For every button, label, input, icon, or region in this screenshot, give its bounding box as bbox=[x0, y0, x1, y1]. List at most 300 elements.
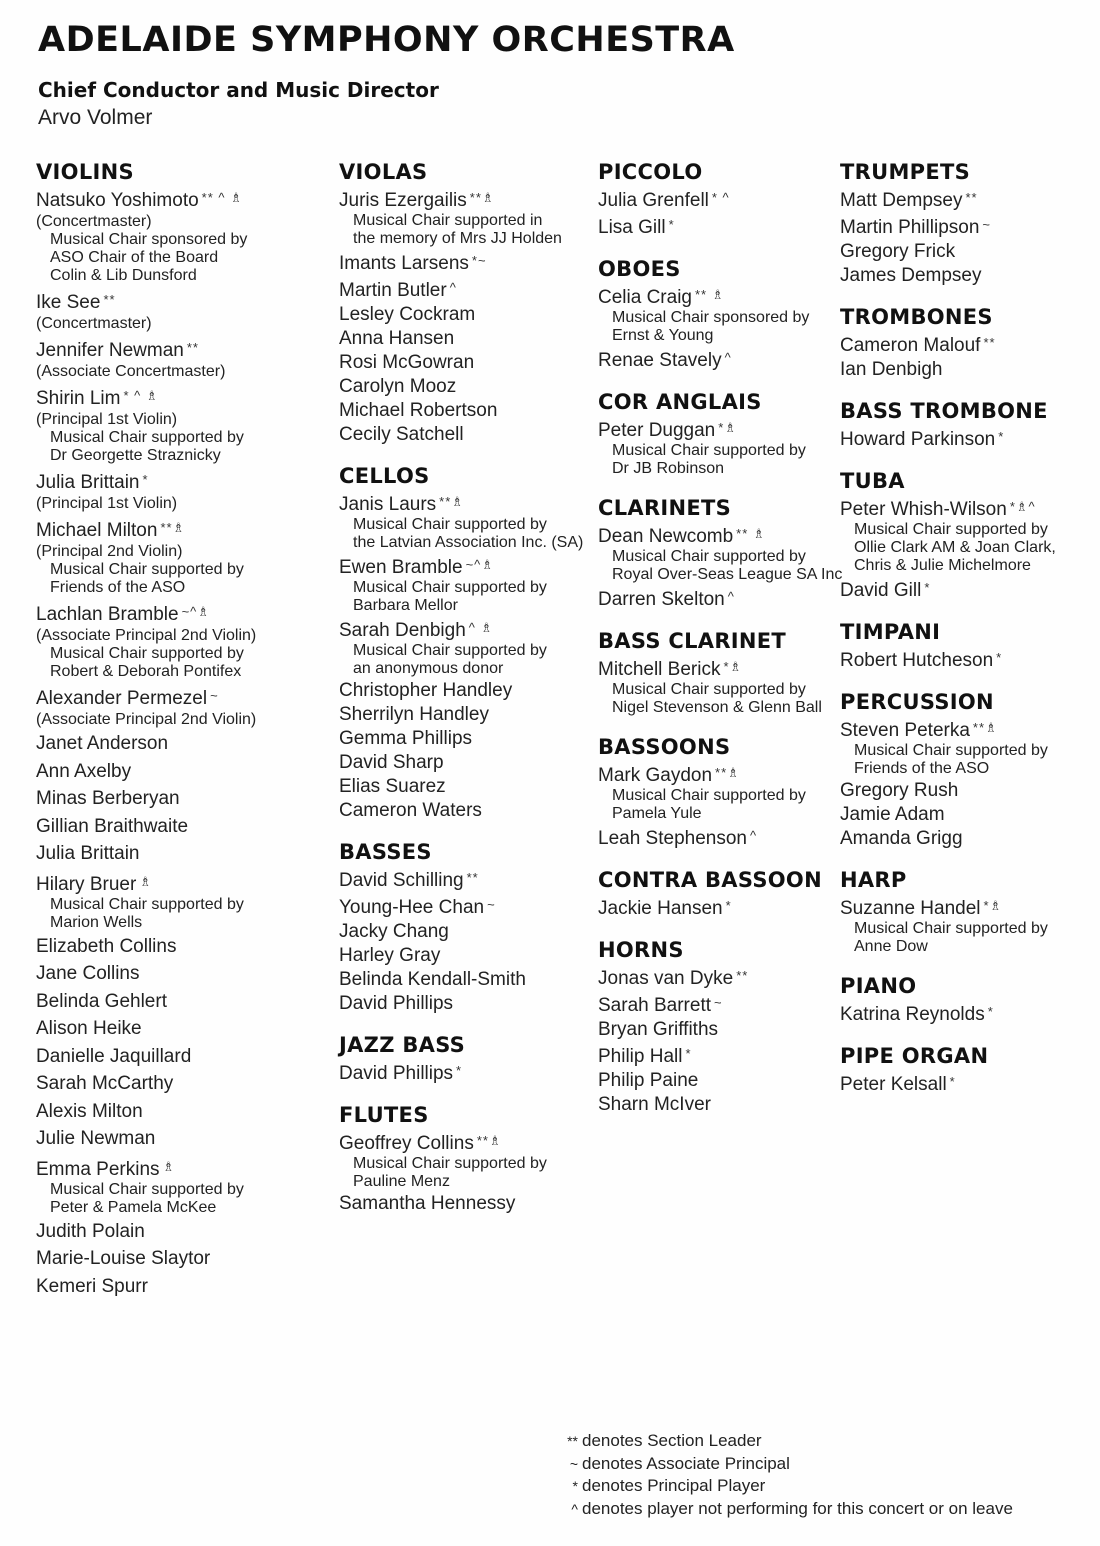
musician-name-line bbox=[339, 186, 589, 212]
legend-text: denotes player not performing for this concert or on leave bbox=[582, 1498, 1013, 1518]
musician-name-line bbox=[339, 703, 589, 726]
musician-entry bbox=[598, 1018, 838, 1041]
section-jazz-bass bbox=[339, 1033, 589, 1085]
chair-support-line: Musical Chair sponsored by bbox=[612, 309, 810, 326]
chair-support-line: Musical Chair supported by bbox=[612, 442, 806, 459]
section-heading: TUBA bbox=[840, 469, 905, 493]
musician-name: Jacky Chang bbox=[339, 921, 449, 942]
musician-entry bbox=[339, 327, 589, 350]
musician-name: Carolyn Mooz bbox=[339, 376, 457, 397]
position-marks: *♗ bbox=[723, 659, 743, 674]
musician-name-line bbox=[339, 944, 589, 967]
musician-name: Samantha Hennessy bbox=[339, 1193, 516, 1214]
musician-entry bbox=[339, 992, 589, 1015]
section-violins bbox=[36, 160, 326, 1298]
chair-support-line: Musical Chair supported by bbox=[353, 642, 547, 659]
section-violas bbox=[339, 160, 589, 446]
chair-support-line: Pamela Yule bbox=[612, 805, 702, 822]
musician-name: Jonas van Dyke bbox=[598, 968, 734, 989]
musician-name-line bbox=[598, 346, 838, 372]
musician-name-line bbox=[840, 213, 1090, 239]
musician-name: Anna Hansen bbox=[339, 328, 455, 349]
musician-name-line bbox=[339, 1129, 589, 1155]
musician-entry bbox=[36, 1275, 326, 1298]
musician-entry bbox=[840, 716, 1090, 778]
musician-name: Peter Duggan bbox=[598, 420, 716, 441]
musician-name: Sharn McIver bbox=[598, 1094, 711, 1115]
musician-name-line bbox=[36, 732, 326, 755]
musician-name: David Phillips bbox=[339, 993, 454, 1014]
chair-support-line: Colin & Lib Dunsford bbox=[50, 267, 197, 284]
musician-entry bbox=[598, 416, 838, 478]
musician-name-line bbox=[840, 827, 1090, 850]
chair-support-line: ASO Chair of the Board bbox=[50, 249, 219, 266]
section-bassoons bbox=[598, 735, 838, 850]
position-marks: * ^ ♗ bbox=[123, 388, 159, 403]
musician-name: Matt Dempsey bbox=[840, 190, 963, 211]
musician-role: (Associate Principal 2nd Violin) bbox=[36, 627, 257, 644]
position-marks: * bbox=[668, 217, 675, 232]
musician-name: Danielle Jaquillard bbox=[36, 1045, 192, 1067]
legend-symbol: * bbox=[572, 1478, 578, 1494]
musician-entry bbox=[339, 616, 589, 678]
legend-symbol: ~ bbox=[569, 1455, 578, 1472]
musician-name: Minas Berberyan bbox=[36, 788, 180, 809]
musician-name: Shirin Lim bbox=[36, 388, 121, 409]
musician-name-line bbox=[36, 288, 326, 314]
position-marks: ** ♗ bbox=[736, 526, 766, 541]
musician-name: Marie-Louise Slaytor bbox=[36, 1248, 211, 1269]
musician-name: Peter Kelsall bbox=[840, 1074, 947, 1095]
musician-name: Gillian Braithwaite bbox=[36, 815, 189, 837]
musician-name: Julia Brittain bbox=[36, 472, 140, 493]
musician-name: Martin Butler bbox=[339, 280, 447, 301]
position-marks: ~ bbox=[210, 688, 219, 703]
position-marks: ^ bbox=[749, 828, 758, 843]
musician-name-line bbox=[339, 553, 589, 579]
musician-entry bbox=[36, 1100, 326, 1123]
chair-support-line: Musical Chair supported in bbox=[353, 212, 543, 229]
musician-name: Janis Laurs bbox=[339, 494, 437, 515]
musician-name-line bbox=[339, 616, 589, 642]
musician-name: Gregory Frick bbox=[840, 241, 956, 262]
musician-entry bbox=[36, 760, 326, 783]
position-marks: ** bbox=[965, 190, 978, 205]
section-heading: COR ANGLAIS bbox=[598, 390, 762, 414]
musician-entry bbox=[598, 824, 838, 850]
musician-name-line bbox=[36, 870, 326, 896]
musician-name: Alison Heike bbox=[36, 1018, 142, 1039]
musician-name-line bbox=[840, 425, 1090, 451]
musician-name: Katrina Reynolds bbox=[840, 1004, 985, 1025]
musician-name: Philip Hall bbox=[598, 1046, 683, 1067]
musician-entry bbox=[339, 1129, 589, 1191]
musician-entry bbox=[339, 276, 589, 302]
section-heading: PICCOLO bbox=[598, 160, 703, 184]
musician-entry bbox=[840, 240, 1090, 263]
section-cellos bbox=[339, 464, 589, 822]
musician-name: Emma Perkins bbox=[36, 1158, 160, 1180]
musician-entry bbox=[339, 303, 589, 326]
musician-name-line bbox=[339, 375, 589, 398]
section-heading: JAZZ BASS bbox=[339, 1033, 466, 1057]
chair-support-line: Musical Chair supported by bbox=[612, 548, 806, 565]
section-heading: PIPE ORGAN bbox=[840, 1044, 989, 1068]
musician-entry bbox=[36, 870, 326, 932]
musician-name-line bbox=[339, 968, 589, 991]
section-heading: CONTRA BASSOON bbox=[598, 868, 822, 892]
musician-entry bbox=[339, 775, 589, 798]
musician-name: Janet Anderson bbox=[36, 733, 169, 754]
musician-name-line bbox=[339, 249, 589, 275]
musician-name-line bbox=[36, 1220, 326, 1243]
musician-name: Leah Stephenson bbox=[598, 828, 747, 849]
musician-name-line bbox=[36, 1017, 326, 1040]
section-piccolo bbox=[598, 160, 838, 239]
musician-name: Michael Robertson bbox=[339, 400, 498, 421]
position-marks: * bbox=[725, 898, 732, 913]
roster-column-2 bbox=[339, 160, 589, 1233]
musician-name-line bbox=[840, 331, 1090, 357]
position-marks: ~^♗ bbox=[181, 604, 210, 619]
musician-name: Peter Whish-Wilson bbox=[840, 499, 1007, 520]
musician-role: (Concertmaster) bbox=[36, 315, 152, 332]
position-marks: **♗ bbox=[476, 1133, 502, 1148]
musician-role: (Associate Principal 2nd Violin) bbox=[36, 711, 257, 728]
musician-name: Belinda Kendall-Smith bbox=[339, 969, 526, 990]
chair-support-line: Musical Chair supported by bbox=[353, 1155, 547, 1172]
musician-name-line bbox=[339, 327, 589, 350]
chair-support-line: Friends of the ASO bbox=[854, 760, 990, 777]
chair-support-line: Musical Chair supported by bbox=[854, 521, 1048, 538]
musician-name-line bbox=[339, 303, 589, 326]
musician-entry bbox=[339, 351, 589, 374]
musician-name-line bbox=[36, 1247, 326, 1270]
musician-entry bbox=[36, 935, 326, 958]
musician-name-line bbox=[339, 351, 589, 374]
musician-entry bbox=[598, 585, 838, 611]
musician-entry bbox=[598, 522, 843, 584]
legend-row bbox=[560, 1430, 1013, 1453]
musician-entry bbox=[840, 495, 1090, 575]
musician-entry bbox=[840, 1000, 1090, 1026]
position-marks: *~ bbox=[471, 253, 487, 268]
position-marks: * bbox=[685, 1046, 692, 1061]
musician-entry bbox=[339, 490, 589, 552]
position-marks: *♗ bbox=[718, 420, 737, 435]
musician-name: Jamie Adam bbox=[840, 804, 945, 825]
musician-name-line bbox=[36, 1072, 326, 1095]
musician-name: Juris Ezergailis bbox=[339, 190, 467, 211]
position-marks: ~ bbox=[487, 897, 496, 912]
musician-name-line bbox=[36, 516, 326, 542]
legend-text: denotes Section Leader bbox=[582, 1431, 762, 1450]
section-heading: VIOLINS bbox=[36, 160, 134, 184]
musician-name-line bbox=[339, 775, 589, 798]
musician-entry bbox=[339, 920, 589, 943]
roster-column-4 bbox=[840, 160, 1090, 1114]
section-basses bbox=[339, 840, 589, 1015]
section-contra-bassoon bbox=[598, 868, 838, 920]
musician-entry bbox=[36, 336, 326, 381]
musician-name-line bbox=[36, 787, 326, 810]
chair-support-line: Musical Chair supported by bbox=[50, 561, 244, 578]
musician-entry bbox=[339, 186, 589, 248]
position-marks: ** bbox=[103, 292, 116, 307]
musician-name-line bbox=[339, 920, 589, 943]
musician-name-line bbox=[598, 1018, 838, 1041]
musician-name-line bbox=[840, 264, 1090, 287]
musician-name: Mark Gaydon bbox=[598, 765, 713, 786]
position-marks: * bbox=[142, 472, 149, 487]
chair-support-line: Chris & Julie Michelmore bbox=[854, 557, 1031, 574]
musician-role: (Associate Concertmaster) bbox=[36, 363, 226, 380]
musician-entry bbox=[36, 288, 326, 333]
musician-name-line bbox=[598, 213, 838, 239]
roster-column-3 bbox=[598, 160, 843, 1134]
section-clarinets bbox=[598, 496, 843, 611]
position-marks: ♗ bbox=[139, 873, 152, 889]
musician-name-line bbox=[36, 1127, 326, 1150]
musician-name-line bbox=[339, 1192, 589, 1215]
musician-name: Gregory Rush bbox=[840, 780, 959, 801]
position-marks: **♗ bbox=[439, 494, 464, 509]
musician-name: Ewen Bramble bbox=[339, 557, 463, 578]
musician-name-line bbox=[36, 468, 326, 494]
legend-symbol: ** bbox=[567, 1433, 578, 1449]
musician-entry bbox=[339, 553, 589, 615]
musician-name-line bbox=[598, 991, 838, 1017]
musician-name: Martin Phillipson bbox=[840, 217, 980, 238]
musician-name: Howard Parkinson bbox=[840, 429, 996, 450]
musician-entry bbox=[598, 186, 838, 212]
musician-name-line bbox=[840, 894, 1090, 920]
musician-name-line bbox=[36, 990, 326, 1013]
musician-name-line bbox=[840, 186, 1090, 212]
musician-name: Suzanne Handel bbox=[840, 898, 981, 919]
musician-entry bbox=[339, 679, 589, 702]
musician-name: Cecily Satchell bbox=[339, 424, 464, 445]
position-marks: * bbox=[998, 429, 1005, 444]
musician-name-line bbox=[339, 399, 589, 422]
musician-entry bbox=[840, 646, 1090, 672]
musician-name-line bbox=[36, 1275, 326, 1298]
musician-entry bbox=[339, 399, 589, 422]
musician-name: Cameron Waters bbox=[339, 800, 482, 821]
musician-entry bbox=[36, 600, 326, 681]
position-marks: ^ ♗ bbox=[468, 620, 494, 635]
musician-entry bbox=[36, 1220, 326, 1243]
chair-support-line: Ernst & Young bbox=[612, 327, 714, 344]
musician-entry bbox=[598, 283, 838, 345]
musician-entry bbox=[840, 779, 1090, 802]
musician-name-line bbox=[339, 799, 589, 822]
musician-name-line bbox=[339, 490, 589, 516]
musician-name: Lisa Gill bbox=[598, 217, 666, 238]
musician-name-line bbox=[840, 779, 1090, 802]
musician-entry bbox=[339, 968, 589, 991]
musician-entry bbox=[339, 375, 589, 398]
musician-name: Mitchell Berick bbox=[598, 659, 721, 680]
chair-support-line: Musical Chair supported by bbox=[50, 645, 244, 662]
section-heading: CLARINETS bbox=[598, 496, 732, 520]
position-marks: ** bbox=[983, 335, 996, 350]
musician-name-line bbox=[339, 866, 589, 892]
musician-name: Rosi McGowran bbox=[339, 352, 475, 373]
musician-name: Amanda Grigg bbox=[840, 828, 963, 849]
musician-entry bbox=[36, 1247, 326, 1270]
section-percussion bbox=[840, 690, 1090, 850]
chair-support-line: Musical Chair supported by bbox=[854, 920, 1048, 937]
musician-name-line bbox=[339, 679, 589, 702]
musician-entry bbox=[36, 815, 326, 838]
musician-name-line bbox=[339, 423, 589, 446]
musician-name: Sarah Barrett bbox=[598, 995, 711, 1016]
musician-name: Dean Newcomb bbox=[598, 526, 734, 547]
musician-entry bbox=[339, 944, 589, 967]
musician-entry bbox=[339, 1059, 589, 1085]
musician-entry bbox=[598, 213, 838, 239]
position-marks: **♗ bbox=[469, 190, 495, 205]
roster-column-1 bbox=[36, 160, 326, 1302]
section-oboes bbox=[598, 257, 838, 372]
section-heading: CELLOS bbox=[339, 464, 430, 488]
section-heading: HARP bbox=[840, 868, 907, 892]
section-piano bbox=[840, 974, 1090, 1026]
musician-name: David Sharp bbox=[339, 752, 444, 773]
musician-name: Ian Denbigh bbox=[840, 359, 943, 380]
musician-entry bbox=[339, 751, 589, 774]
musician-name-line bbox=[598, 1042, 838, 1068]
musician-name: Renae Stavely bbox=[598, 350, 722, 371]
section-bass-trombone bbox=[840, 399, 1090, 451]
musician-entry bbox=[598, 761, 838, 823]
chair-support-line: Ollie Clark AM & Joan Clark, bbox=[854, 539, 1056, 556]
position-marks: ♗ bbox=[162, 1158, 176, 1174]
musician-entry bbox=[36, 684, 326, 729]
musician-name-line bbox=[840, 1070, 1090, 1096]
position-marks: **♗ bbox=[715, 765, 740, 780]
musician-entry bbox=[36, 1072, 326, 1095]
section-heading: BASSES bbox=[339, 840, 432, 864]
chair-support-line: Musical Chair supported by bbox=[612, 681, 806, 698]
musician-name: Lachlan Bramble bbox=[36, 604, 179, 625]
chair-support-line: Nigel Stevenson & Glenn Ball bbox=[612, 699, 822, 716]
section-cor-anglais bbox=[598, 390, 838, 478]
position-marks: ^ bbox=[449, 280, 457, 295]
section-flutes bbox=[339, 1103, 589, 1215]
musician-entry bbox=[36, 1045, 326, 1068]
section-trumpets bbox=[840, 160, 1090, 287]
section-heading: BASS TROMBONE bbox=[840, 399, 1048, 423]
musician-name-line bbox=[840, 495, 1090, 521]
musician-name-line bbox=[598, 1093, 838, 1116]
section-heading: TIMPANI bbox=[840, 620, 941, 644]
musician-entry bbox=[339, 799, 589, 822]
musician-name: Julie Newman bbox=[36, 1128, 156, 1149]
musician-entry bbox=[598, 894, 838, 920]
musician-name: Jennifer Newman bbox=[36, 340, 184, 361]
musician-name-line bbox=[598, 964, 838, 990]
position-marks: *♗^ bbox=[1009, 499, 1036, 514]
musician-name-line bbox=[36, 1155, 326, 1181]
chair-support-line: Peter & Pamela McKee bbox=[50, 1198, 217, 1216]
musician-name: Alexander Permezel bbox=[36, 688, 208, 709]
chair-support-line: an anonymous donor bbox=[353, 660, 504, 677]
chair-support-line: the memory of Mrs JJ Holden bbox=[353, 230, 562, 247]
section-heading: HORNS bbox=[598, 938, 684, 962]
musician-name: Jackie Hansen bbox=[598, 898, 723, 919]
section-heading: BASS CLARINET bbox=[598, 629, 787, 653]
musician-entry bbox=[840, 827, 1090, 850]
musician-entry bbox=[840, 425, 1090, 451]
musician-entry bbox=[36, 468, 326, 513]
musician-entry bbox=[840, 213, 1090, 239]
musician-name-line bbox=[598, 894, 838, 920]
section-heading: BASSOONS bbox=[598, 735, 731, 759]
musician-entry bbox=[339, 703, 589, 726]
chair-support-line: Marion Wells bbox=[50, 913, 143, 931]
chair-support-line: Musical Chair supported by bbox=[854, 742, 1048, 759]
musician-entry bbox=[598, 1093, 838, 1116]
chair-support-line: the Latvian Association Inc. (SA) bbox=[353, 534, 584, 551]
musician-name: Hilary Bruer bbox=[36, 873, 137, 895]
musician-name-line bbox=[598, 1069, 838, 1092]
musician-name-line bbox=[339, 1059, 589, 1085]
musician-name: Sarah Denbigh bbox=[339, 620, 466, 641]
symbol-legend bbox=[560, 1430, 1013, 1520]
musician-name-line bbox=[339, 992, 589, 1015]
chair-support-line: Robert & Deborah Pontifex bbox=[50, 663, 242, 680]
musician-entry bbox=[339, 423, 589, 446]
legend-row bbox=[560, 1475, 1013, 1498]
musician-name-line bbox=[339, 893, 589, 919]
musician-name: Jane Collins bbox=[36, 963, 140, 984]
musician-name-line bbox=[598, 761, 838, 787]
chair-support-line: Musical Chair supported by bbox=[612, 787, 806, 804]
position-marks: ^ bbox=[724, 350, 732, 365]
musician-entry bbox=[339, 893, 589, 919]
musician-entry bbox=[598, 655, 838, 717]
musician-name: Kemeri Spurr bbox=[36, 1275, 148, 1297]
musician-name: Michael Milton bbox=[36, 520, 158, 541]
position-marks: *♗ bbox=[983, 898, 1003, 913]
musician-role: (Principal 1st Violin) bbox=[36, 495, 178, 512]
chair-support-line: Musical Chair supported by bbox=[50, 895, 244, 913]
musician-name: Ann Axelby bbox=[36, 760, 132, 782]
chair-support-line: Musical Chair supported by bbox=[353, 579, 547, 596]
musician-name: Young-Hee Chan bbox=[339, 897, 485, 918]
musician-entry bbox=[840, 186, 1090, 212]
musician-entry bbox=[36, 1127, 326, 1150]
section-heading: PERCUSSION bbox=[840, 690, 994, 714]
musician-name-line bbox=[840, 576, 1090, 602]
musician-entry bbox=[339, 866, 589, 892]
chair-support-line: Pauline Menz bbox=[353, 1173, 450, 1190]
musician-name: Bryan Griffiths bbox=[598, 1019, 719, 1040]
conductor-label: Chief Conductor and Music Director bbox=[38, 78, 439, 102]
musician-name: David Phillips bbox=[339, 1063, 454, 1084]
musician-name-line bbox=[36, 935, 326, 958]
musician-name: Elias Suarez bbox=[339, 776, 446, 797]
musician-entry bbox=[339, 1192, 589, 1215]
musician-name-line bbox=[598, 585, 838, 611]
musician-entry bbox=[36, 1155, 326, 1217]
musician-name: Judith Polain bbox=[36, 1220, 145, 1242]
musician-entry bbox=[36, 732, 326, 755]
position-marks: ** ^ ♗ bbox=[201, 190, 243, 205]
musician-name: Julia Grenfell bbox=[598, 190, 709, 211]
